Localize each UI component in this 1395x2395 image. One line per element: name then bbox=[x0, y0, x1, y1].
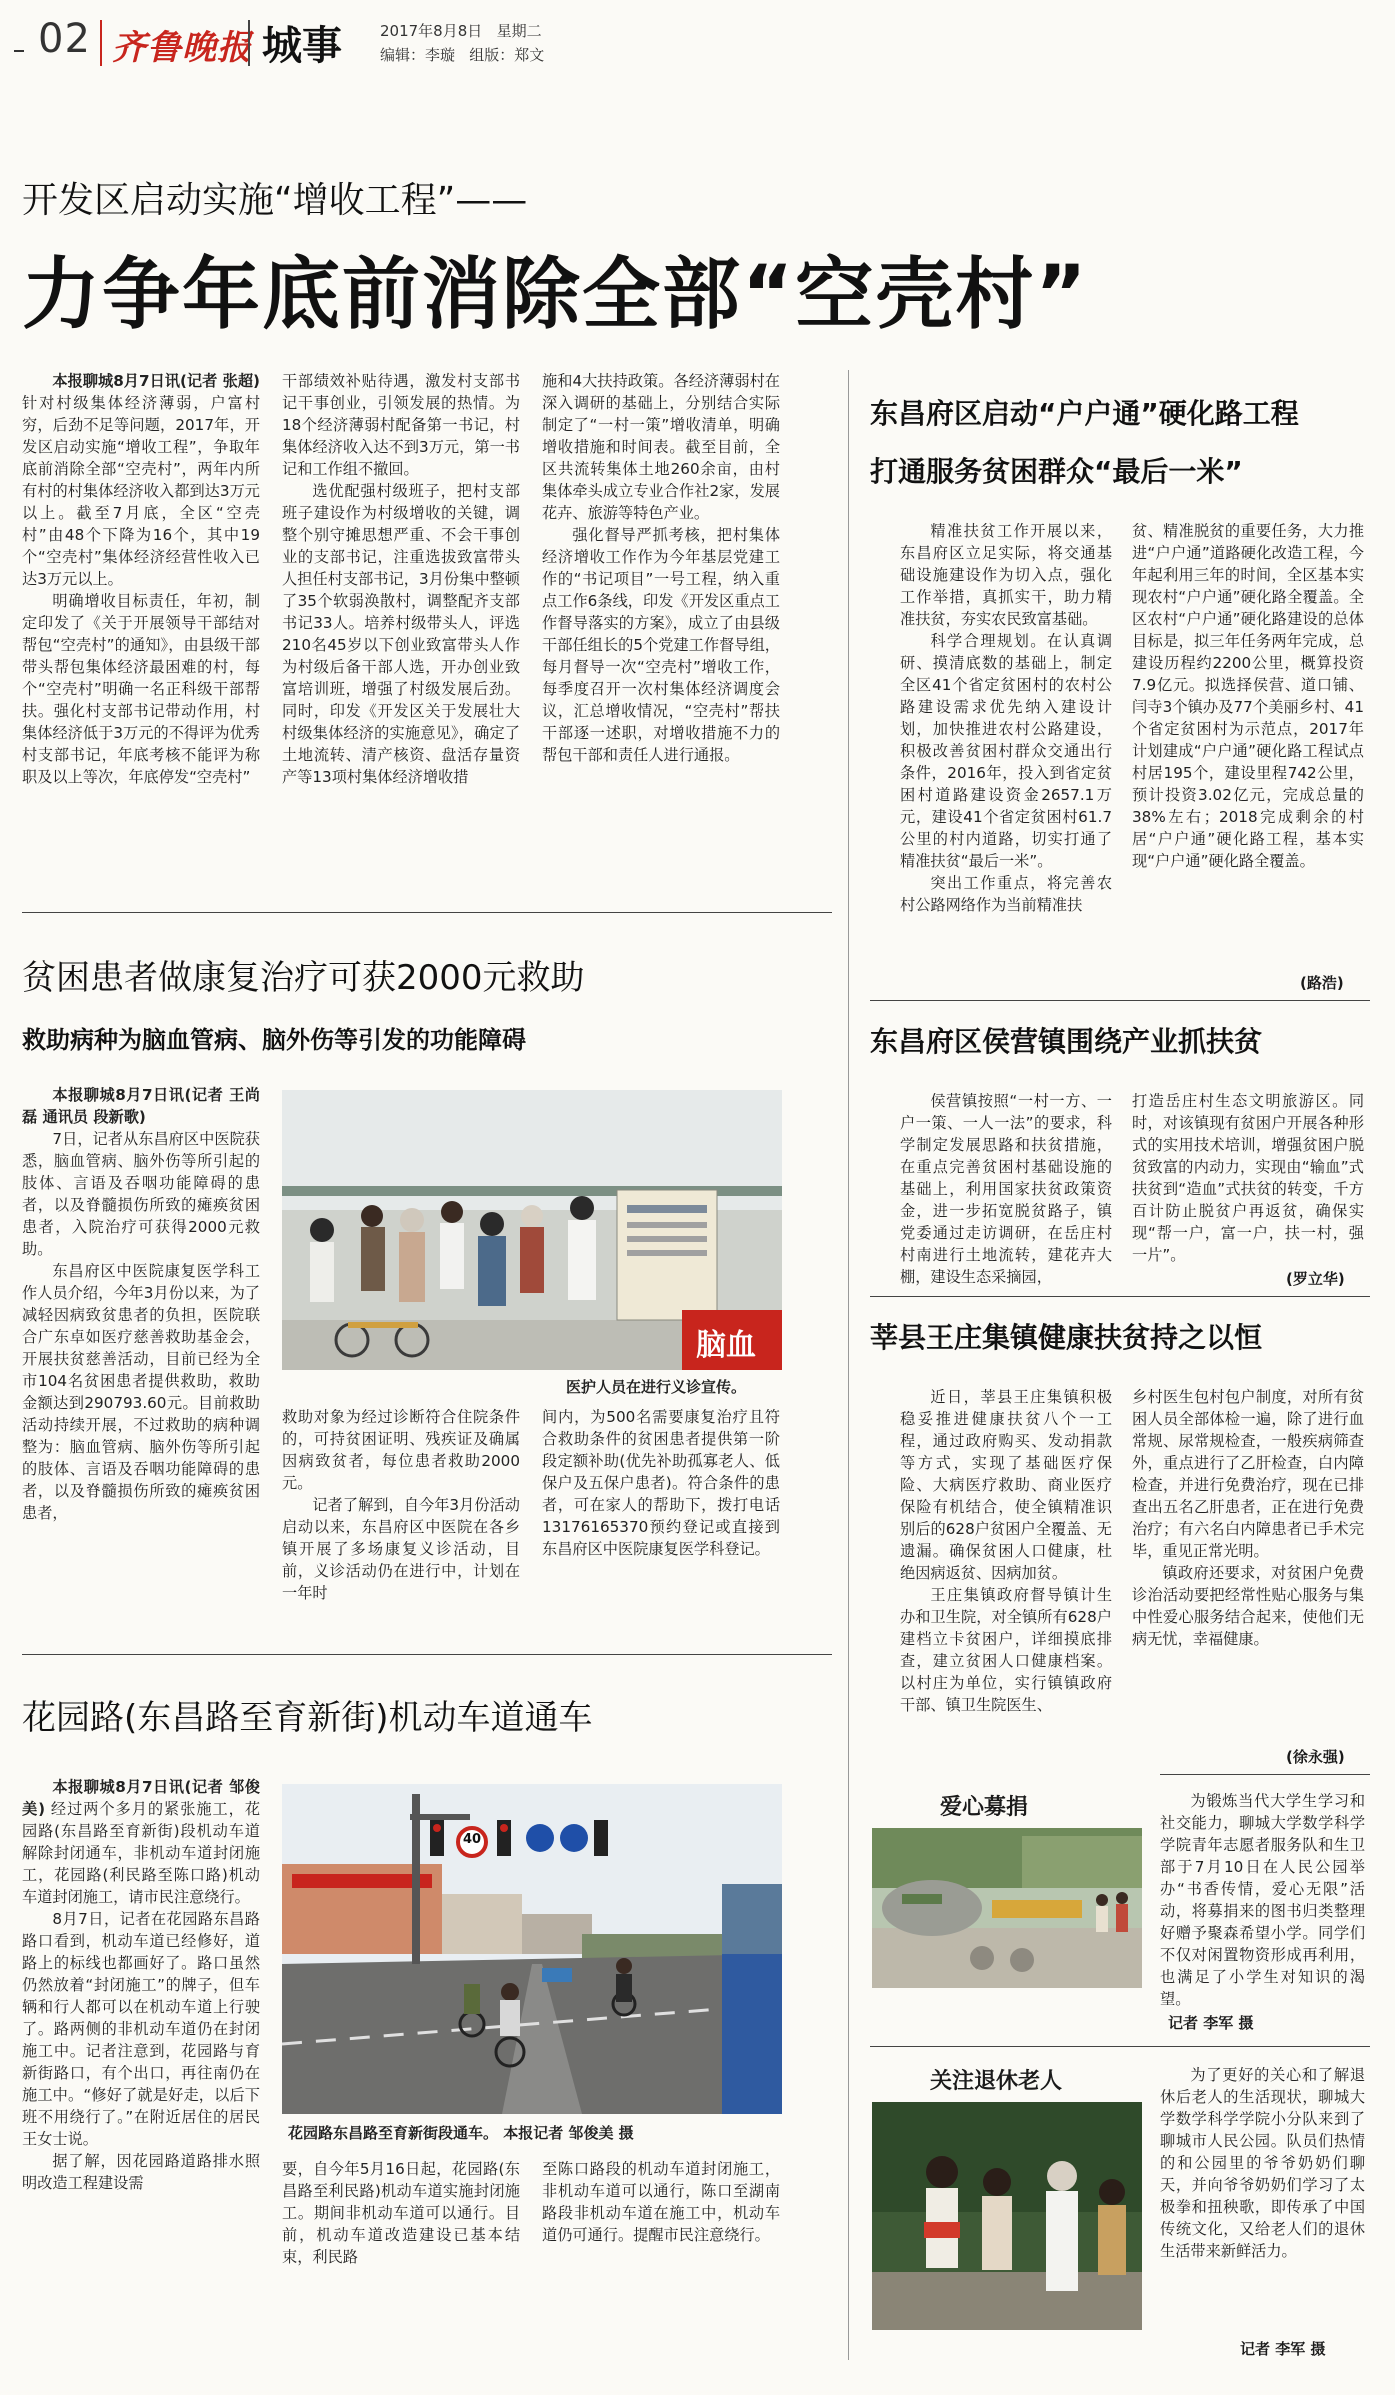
rehab-column-3 bbox=[542, 1406, 780, 1638]
hardening-headline-2: 打通服务贫困群众“最后一米” bbox=[870, 455, 1243, 488]
lead-col1b-text: 明确增收目标责任，年初，制定印发了《关于开展领导干部结对帮包“空壳村”的通知》，由县级干部带头帮包集体经济最困难的村，每个“空壳村”明确一名正科级干部帮扶。强化村支部书记带动作用，村集体经济低于3万元的不得评为优秀村支部书记，年底考核不能评为称职及以上等次，年底停发“空壳村” bbox=[22, 592, 260, 786]
divider-rehab bbox=[22, 1654, 832, 1655]
road-headline: 花园路(东昌路至育新街)机动车道通车 bbox=[22, 1698, 593, 1738]
hardening-column-2 bbox=[1132, 520, 1364, 970]
masthead-logo: 齐鲁晚报 bbox=[112, 28, 252, 68]
donation-text-body: 为锻炼当代大学生学习和社交能力，聊城大学数学科学学院青年志愿者服务队和生卫部于7月10日在人民公园举办“书香传情，爱心无限”活动，将募捐来的图书归类整理好赠予聚森希望小学。同学们不仅对闲置物资形成再利用，也满足了小学生对知识的渴望。 bbox=[1160, 1792, 1365, 2008]
corner-mark bbox=[14, 50, 24, 52]
houying-column-1 bbox=[900, 1090, 1112, 1290]
editor-line: 编辑：李璇 组版：郑文 bbox=[380, 46, 545, 64]
rehab-column-1 bbox=[22, 1084, 260, 1639]
rehab-col1b-text: 东昌府区中医院康复医学科工作人员介绍，今年3月份以来，为了减轻因病致贫患者的负担，医院联合广东卓如医疗慈善救助基金会，开展扶贫慈善活动，目前已经为全市104名贫困患者提供救助，救助金额达到290793.60元。目前救助活动持续开展，不过救助的病种调整为：脑血管病、脑外伤等所引起的肢体、言语及吞咽功能障碍的患者，以及脊髓损伤所致的瘫痪贫困患者， bbox=[22, 1262, 260, 1522]
road-caption: 花园路东昌路至育新街段通车。 本报记者 邹俊美 摄 bbox=[288, 2124, 634, 2142]
shenxian-col2b-text: 镇政府还要求，对贫困户免费诊治活动要把经常性贴心服务与集中性爱心服务结合起来，使他们无病无忧，幸福健康。 bbox=[1132, 1564, 1364, 1648]
houying-col1-text: 侯营镇按照“一村一方、一户一策、一人一法”的要求，科学制定发展思路和扶贫措施，在重点完善贫困村基础设施的基础上，利用国家扶贫政策资金，进一步拓宽脱贫路子，镇党委通过走访调研，在岳庄村村南进行土地流转，建花卉大棚，建设生态采摘园， bbox=[900, 1092, 1112, 1286]
road-photo bbox=[282, 1784, 782, 2114]
road-photo-image bbox=[282, 1784, 782, 2114]
road-column-1 bbox=[22, 1776, 260, 2356]
lead-column-1 bbox=[22, 370, 260, 900]
houying-headline: 东昌府区侯营镇围绕产业抓扶贫 bbox=[870, 1025, 1263, 1058]
donation-title: 爱心募捐 bbox=[940, 1795, 1029, 1820]
hardening-signature: (路浩) bbox=[1300, 974, 1344, 992]
lead-col3b-text: 强化督导严抓考核，把村集体经济增收工作作为今年基层党建工作的“书记项目”一号工程，纳入重点工作6条线，印发《开发区重点工作督导落实的方案》，成立了由县级干部任组长的5个党建工作督导组，每月督导一次“空壳村”增收工作，每季度召开一次村集体经济调度会议，汇总增收情况，“空壳村”帮扶干部逐一述职，对增收措施不力的帮包干部和责任人进行通报。 bbox=[542, 526, 780, 764]
shenxian-col1b-text: 王庄集镇政府督导镇计生办和卫生院，对全镇所有628户建档立卡贫困户，详细摸底排查，建立贫困人口健康档案。以村庄为单位，实行镇镇政府干部、镇卫生院医生、 bbox=[900, 1586, 1112, 1714]
lead-col3-text: 施和4大扶持政策。各经济薄弱村在深入调研的基础上，分别结合实际制定了“一村一策”增收清单，明确增收措施和时间表。截至目前，全区共流转集体土地260余亩，由村集体牵头成立专业合作社2家，发展花卉、旅游等特色产业。 bbox=[542, 372, 780, 522]
hardening-col1c-text: 突出工作重点，将完善农村公路网络作为当前精准扶 bbox=[900, 874, 1112, 914]
road-col1b-text: 8月7日，记者在花园路东昌路路口看到，机动车道已经修好，道路上的标线也都画好了。路口虽然仍然放着“封闭施工”的牌子，但车辆和行人都可以在机动车道上行驶了。路两侧的非机动车道仍在封闭施工中。记者注意到，花园路与育新街路口，有个出口，再往南仍在施工中。“修好了就是好走，以后下班不用绕行了。”在附近居住的居民王女士说。 bbox=[22, 1910, 260, 2148]
donation-photo bbox=[872, 1828, 1142, 1988]
donation-signature: 记者 李军 摄 bbox=[1168, 2014, 1254, 2032]
divider-donation bbox=[870, 2046, 1370, 2047]
lead-col2-text: 干部绩效补贴待遇，激发村支部书记干事创业，引领发展的热情。为18个经济薄弱村配备第一书记，村集体经济收入达不到3万元，第一书记和工作组不撤回。 bbox=[282, 372, 520, 478]
shenxian-headline: 莘县王庄集镇健康扶贫持之以恒 bbox=[870, 1321, 1263, 1354]
road-col2-text: 要，自今年5月16日起，花园路(东昌路至利民路)机动车道实施封闭施工。期间非机动车道可以通行。目前，机动车道改造建设已基本结束，利民路 bbox=[282, 2160, 520, 2266]
page-header bbox=[0, 0, 1395, 80]
road-col3-text: 至陈口路段的机动车道封闭施工，非机动车道可以通行，陈口至湖南路段非机动车道在施工中，机动车道仍可通行。提醒市民注意绕行。 bbox=[542, 2160, 780, 2244]
rehab-col2-text: 救助对象为经过诊断符合住院条件的，可持贫困证明、残疾证及确属因病致贫者，每位患者救助2000元。 bbox=[282, 1408, 520, 1492]
elderly-text bbox=[1160, 2064, 1365, 2330]
donation-text bbox=[1160, 1790, 1365, 2010]
divider-lead bbox=[22, 912, 832, 913]
elderly-signature: 记者 李军 摄 bbox=[1240, 2340, 1326, 2358]
hardening-col1b-text: 科学合理规划。在认真调研、摸清底数的基础上，制定全区41个省定贫困村的农村公路建设需求优先纳入建设计划，加快推进农村公路建设，积极改善贫困村群众交通出行条件，2016年，投入到省定贫困村道路建设资金2657.1万元，建设41个省定贫困村61.7公里的村内道路，切实打通了精准扶贫“最后一米”。 bbox=[900, 632, 1112, 870]
shenxian-col1-text: 近日，莘县王庄集镇积极稳妥推进健康扶贫八个一工程，通过政府购买、发动捐款等方式，实现了基础医疗保险、大病医疗救助、商业医疗保险有机结合，使全镇精准识别后的628户贫困户全覆盖、无遗漏。确保贫困人口健康，杜绝因病返贫、因病加贫。 bbox=[900, 1388, 1112, 1582]
houying-signature: (罗立华) bbox=[1286, 1270, 1345, 1288]
road-column-2 bbox=[282, 2158, 520, 2358]
donation-photo-image bbox=[872, 1828, 1142, 1988]
shenxian-column-1 bbox=[900, 1386, 1112, 1766]
date-line: 2017年8月8日 星期二 bbox=[380, 22, 542, 40]
road-byline: 本报聊城8月7日讯(记者 邹俊美) bbox=[22, 1778, 260, 1818]
page-number: 02 bbox=[38, 16, 91, 62]
lead-kicker: 开发区启动实施“增收工程”—— bbox=[22, 180, 528, 221]
rehab-headline: 贫困患者做康复治疗可获2000元救助 bbox=[22, 958, 585, 998]
lead-column-2 bbox=[282, 370, 520, 900]
header-divider bbox=[100, 20, 102, 66]
road-col1c-text: 据了解，因花园路道路排水照明改造工程建设需 bbox=[22, 2152, 260, 2192]
houying-col2-text: 打造岳庄村生态文明旅游区。同时，对该镇现有贫困户开展各种形式的实用技术培训，增强贫困户脱贫致富的内动力，实现由“输血”式扶贫到“造血”式扶贫的转变，千方百计防止脱贫户再返贫，确保实现“帮一户，富一户，扶一村，强一片”。 bbox=[1132, 1092, 1364, 1264]
lead-byline: 本报聊城8月7日讯(记者 张超) bbox=[52, 372, 260, 390]
header-divider-2 bbox=[248, 20, 250, 66]
rehab-col2b-text: 记者了解到，自今年3月份活动启动以来，东昌府区中医院在各乡镇开展了多场康复义诊活动，目前，义诊活动仍在进行中，计划在一年时 bbox=[282, 1496, 520, 1602]
divider-houying bbox=[870, 1296, 1370, 1297]
lead-column-3 bbox=[542, 370, 780, 900]
shenxian-signature: (徐永强) bbox=[1286, 1748, 1345, 1766]
elderly-photo-image bbox=[872, 2102, 1142, 2330]
hardening-col1-text: 精准扶贫工作开展以来，东昌府区立足实际，将交通基础设施建设作为切入点，强化工作举措，真抓实干，助力精准扶贫，夯实农民致富基础。 bbox=[900, 522, 1112, 628]
road-column-3 bbox=[542, 2158, 780, 2358]
column-divider bbox=[848, 370, 849, 2360]
hardening-col2-text: 贫、精准脱贫的重要任务，大力推进“户户通”道路硬化改造工程，今年起利用三年的时间，全区基本实现农村“户户通”硬化路全覆盖。全区农村“户户通”硬化路建设的总体目标是，拟三年任务两年完成，总建设历程约2200公里，概算投资7.9亿元。拟选择侯营、道口铺、闫寺3个镇办及77个美丽乡村、41个省定贫困村为示范点，2017年计划建成“户户通”硬化路工程试点村居195个，建设里程742公里，预计投资3.02亿元，完成总量的38%左右；2018完成剩余的村居“户户通”硬化路工程，基本实现“户户通”硬化路全覆盖。 bbox=[1132, 522, 1364, 870]
lead-headline: 力争年底前消除全部“空壳村” bbox=[22, 250, 1089, 340]
road-speed-sign: 40 bbox=[462, 1832, 482, 1847]
divider-shenxian bbox=[1160, 1774, 1370, 1775]
elderly-text-body: 为了更好的关心和了解退休后老人的生活现状，聊城大学数学科学学院小分队来到了聊城市人民公园。队员们热情的和公园里的爷爷奶奶们聊天，并向爷爷奶奶们学习了太极拳和扭秧歌，即传承了中国传统文化，又给老人们的退休生活带来新鲜活力。 bbox=[1160, 2066, 1365, 2260]
elderly-photo bbox=[872, 2102, 1142, 2330]
rehab-photo-banner-text: 脑血 bbox=[696, 1328, 756, 1363]
houying-column-2 bbox=[1132, 1090, 1364, 1270]
road-col1-text: 经过两个多月的紧张施工，花园路(东昌路至育新街)段机动车道解除封闭通车，非机动车道封闭施工，花园路(利民路至陈口路)机动车道封闭施工，请市民注意绕行。 bbox=[22, 1800, 260, 1906]
elderly-title: 关注退休老人 bbox=[930, 2069, 1063, 2094]
rehab-column-2 bbox=[282, 1406, 520, 1638]
rehab-photo bbox=[282, 1090, 782, 1370]
lead-col1-text: 针对村级集体经济薄弱，户富村穷，后劲不足等问题，2017年，开发区启动实施“增收工程”，争取年底前消除全部“空壳村”，两年内所有村的村集体经济收入都到达3万元以上。截至7月底，全区“空壳村”由48个下降为16个，其中19个“空壳村”集体经济经营性收入已达3万元以上。 bbox=[22, 394, 260, 588]
section-title: 城事 bbox=[262, 23, 342, 69]
rehab-caption: 医护人员在进行义诊宣传。 bbox=[566, 1378, 747, 1396]
rehab-col3-text: 间内，为500名需要康复治疗且符合救助条件的贫困患者提供第一阶段定额补助(优先补助孤寡老人、低保户及五保户患者)。符合条件的患者，可在家人的帮助下，拨打电话13176165370预约登记或直接到东昌府区中医院康复医学科登记。 bbox=[542, 1408, 780, 1558]
lead-col2b-text: 选优配强村级班子，把村支部班子建设作为村级增收的关键，调整个别守摊思想严重、不会干事创业的支部书记，注重选拔致富带头人担任村支部书记，3月份集中整顿了35个软弱涣散村，调整配齐支部书记33人。培养村级带头人，评选210名45岁以下创业致富带头人作为村级后备干部人选，开办创业致富培训班，增强了村级发展后劲。同时，印发《开发区关于发展壮大村级集体经济的实施意见》，确定了土地流转、清产核资、盘活存量资产等13项村集体经济增收措 bbox=[282, 482, 520, 786]
rehab-col1-text: 7日，记者从东昌府区中医院获悉，脑血管病、脑外伤等所引起的肢体、言语及吞咽功能障碍的患者，以及脊髓损伤所致的瘫痪贫困患者，入院治疗可获得2000元救助。 bbox=[22, 1130, 260, 1258]
divider-hardening bbox=[870, 1000, 1370, 1001]
hardening-column-1 bbox=[900, 520, 1112, 995]
shenxian-column-2 bbox=[1132, 1386, 1364, 1756]
rehab-byline: 本报聊城8月7日讯(记者 王尚磊 通讯员 段新歌) bbox=[22, 1086, 260, 1126]
rehab-subhead: 救助病种为脑血管病、脑外伤等引发的功能障碍 bbox=[22, 1026, 526, 1054]
shenxian-col2-text: 乡村医生包村包户制度，对所有贫困人员全部体检一遍，除了进行血常规、尿常规检查，一般疾病筛查外，重点进行了乙肝检查，白内障检查，并进行免费治疗，现在已排查出五名乙肝患者，正在进行免费治疗；有六名白内障患者已手术完毕，重见正常光明。 bbox=[1132, 1388, 1364, 1560]
hardening-headline-1: 东昌府区启动“户户通”硬化路工程 bbox=[870, 397, 1299, 430]
